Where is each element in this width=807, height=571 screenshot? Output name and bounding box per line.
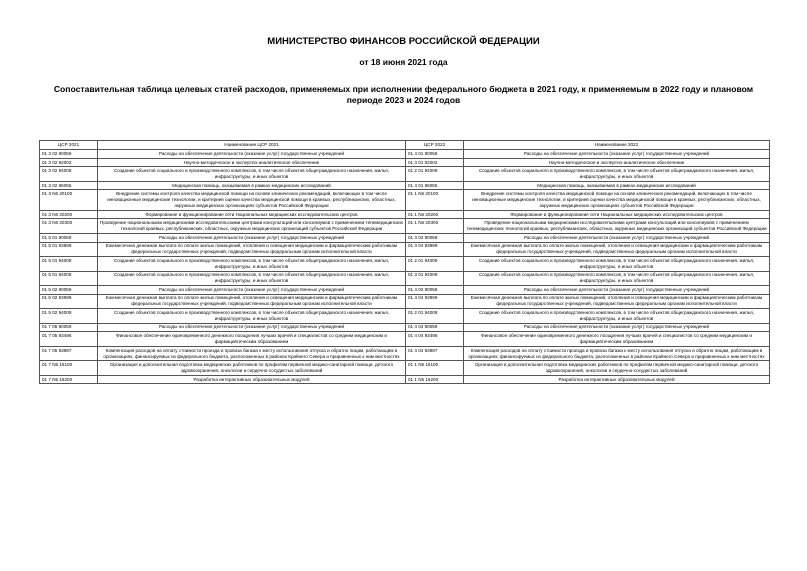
cell-code-2022: 01 2 01 94009 [406, 309, 464, 324]
cell-code-2022: 01 1 N6 20200 [406, 211, 464, 219]
cell-name-2022: Расходы на обеспечение деятельности (оказание услуг) государственных учреждений [464, 234, 770, 242]
cell-code-2021: 01 5 02 94009 [40, 309, 98, 324]
cell-name-2022: Создание объектов социального и производственного комплексов, в том числе объектов общегражданского назначения, жилья, инфраструктуры, и иных объектов [464, 257, 770, 272]
cell-name-2021: Финансовое обеспечение единовременного денежного поощрения лучших врачей и специалистов со средним медицинским и фармацевтическим образованием [98, 332, 406, 347]
cell-name-2021: Медицинская помощь, оказываемая в рамках медицинских исследований [98, 181, 406, 189]
table-body [40, 150, 770, 384]
header-name-2021: Наименование ЦСР 2021 [98, 141, 406, 150]
cell-code-2022: 01 4 01 92002 [406, 158, 464, 166]
cell-name-2022: Создание объектов социального и производственного комплексов, в том числе объектов общегражданского назначения, жилья, инфраструктуры, и иных объектов [464, 271, 770, 286]
cell-code-2021: 01 5 02 93999 [40, 294, 98, 309]
table-row [40, 150, 770, 158]
cell-code-2022: 01 1 N6 20300 [406, 219, 464, 234]
cell-code-2021: 01 7 N5 16100 [40, 361, 98, 376]
cell-code-2021: 01 7 05 93496 [40, 332, 98, 347]
cell-code-2021: 01 5 01 93999 [40, 242, 98, 257]
table-row [40, 294, 770, 309]
cell-name-2022: Научно-методическое и экспертно-аналитическое обеспечение [464, 158, 770, 166]
cell-code-2021: 01 3 N6 20100 [40, 190, 98, 211]
cell-code-2022: 01 4 04 93496 [406, 332, 464, 347]
table-row [40, 286, 770, 294]
cell-name-2021: Ежемесячная денежная выплата по оплате жилых помещений, отопления и освещения медицинским и фармацевтическим работникам федеральных государственных учреждений, подведомственных федеральным органам исполнительной власти [98, 242, 406, 257]
cell-name-2021: Научно-методическое и экспертно-аналитическое обеспечение [98, 158, 406, 166]
cell-code-2021: 01 5 01 94009 [40, 257, 98, 272]
table-row [40, 346, 770, 361]
cell-code-2021: 01 5 02 90059 [40, 286, 98, 294]
cell-name-2022: Расходы на обеспечение деятельности (оказание услуг) государственных учреждений [464, 286, 770, 294]
cell-name-2022: Расходы на обеспечение деятельности (оказание услуг) государственных учреждений [464, 150, 770, 158]
cell-code-2022: 01 4 02 90059 [406, 234, 464, 242]
cell-name-2021: Организация и дополнительная подготовка медицинских работников по профилям первичной медико-санитарной помощи, детского здравоохранения, онкологии и сердечно-сосудистых заболеваний [98, 361, 406, 376]
cell-code-2022: 01 4 04 90059 [406, 323, 464, 331]
table-row [40, 361, 770, 376]
cell-code-2022: 01 1 N5 16200 [406, 375, 464, 383]
cell-name-2022: Формирование и функционирование сети Национальных медицинских исследовательских центров [464, 211, 770, 219]
table-row [40, 332, 770, 347]
cell-code-2022: 01 2 01 94009 [406, 167, 464, 182]
cell-code-2022: 01 1 N5 16100 [406, 361, 464, 376]
cell-code-2022: 01 4 04 93987 [406, 346, 464, 361]
document-date: от 18 июня 2021 года [359, 57, 448, 67]
cell-code-2021: 01 7 05 90059 [40, 323, 98, 331]
cell-name-2022: Разработка интерактивных образовательных модулей [464, 375, 770, 383]
table-row [40, 234, 770, 242]
cell-name-2021: Расходы на обеспечение деятельности (оказание услуг) государственных учреждений [98, 234, 406, 242]
table-row [40, 257, 770, 272]
table-row [40, 242, 770, 257]
cell-name-2021: Внедрение системы контроля качества медицинской помощи на основе клинических рекомендаций, включающих в том числе инновационные медицинские технологии, и критериев оценки качества медицинской помощи в краевых, республиканских, областных, окружных медицинских организациях субъектов Российской Федерации [98, 190, 406, 211]
cell-name-2021: Создание объектов социального и производственного комплексов, в том числе объектов общегражданского назначения, жилья, инфраструктуры, и иных объектов [98, 271, 406, 286]
cell-name-2021: Ежемесячная денежная выплата по оплате жилых помещений, отопления и освещения медицинским и фармацевтическим работникам федеральных государственных учреждений, подведомственных федеральным органам исполнительной власти [98, 294, 406, 309]
header-code-2021: ЦСР 2021 [40, 141, 98, 150]
cell-name-2021: Формирование и функционирование сети Национальных медицинских исследовательских центров [98, 211, 406, 219]
cell-name-2021: Проведение национальными медицинскими исследовательскими центрами консультаций или консилиумов с применением телемедицинских технологий краевых, республиканских, областных, окружных медицинских организаций субъектов Российской Федерации [98, 219, 406, 234]
table-row [40, 181, 770, 189]
cell-name-2021: Компенсация расходов на оплату стоимости проезда и провоза багажа к месту использования отпуска и обратно лицам, работающим в организациях, финансируемых из федерального бюджета, расположенных в районах Крайнего Севера и приравненных к ним местностях [98, 346, 406, 361]
cell-code-2022: 01 4 01 96055 [406, 181, 464, 189]
cell-name-2022: Создание объектов социального и производственного комплексов, в том числе объектов общегражданского назначения, жилья, инфраструктуры, и иных объектов [464, 167, 770, 182]
table-row [40, 271, 770, 286]
cell-code-2022: 01 4 01 90059 [406, 150, 464, 158]
cell-code-2022: 01 4 02 90059 [406, 286, 464, 294]
cell-name-2021: Расходы на обеспечение деятельности (оказание услуг) государственных учреждений [98, 286, 406, 294]
cell-code-2022: 01 3 01 94009 [406, 271, 464, 286]
cell-code-2022: 01 2 01 94009 [406, 257, 464, 272]
table-header-row [40, 141, 770, 150]
table-row [40, 219, 770, 234]
cell-name-2021: Создание объектов социального и производственного комплексов, в том числе объектов общегражданского назначения, жилья, инфраструктуры, и иных объектов [98, 257, 406, 272]
cell-code-2022: 01 1 N6 20100 [406, 190, 464, 211]
ministry-heading: МИНИСТЕРСТВО ФИНАНСОВ РОССИЙСКОЙ ФЕДЕРАЦИИ [267, 36, 540, 47]
cell-name-2021: Расходы на обеспечение деятельности (оказание услуг) государственных учреждений [98, 323, 406, 331]
cell-name-2022: Внедрение системы контроля качества медицинской помощи на основе клинических рекомендаций, включающих в том числе инновационные медицинские технологии, и критериев оценки качества медицинской помощи в краевых, республиканских, областных, окружных медицинских организациях субъектов Российской Федерации [464, 190, 770, 211]
cell-name-2022: Компенсация расходов на оплату стоимости проезда и провоза багажа к месту использования отпуска и обратно лицам, работающим в организациях, финансируемых из федерального бюджета, расположенных в районах Крайнего Севера и приравненных к ним местностях [464, 346, 770, 361]
document-title: Сопоставительная таблица целевых статей расходов, применяемых при исполнении федерального бюджета в 2021 году, к применяемым в 2022 году и плановом периоде 2023 и 2024 годов [53, 84, 754, 105]
cell-code-2021: 01 7 05 93987 [40, 346, 98, 361]
cell-code-2021: 01 5 01 90059 [40, 234, 98, 242]
cell-name-2021: Создание объектов социального и производственного комплексов, в том числе объектов общегражданского назначения, жилья, инфраструктуры, и иных объектов [98, 309, 406, 324]
cell-code-2021: 01 3 02 92002 [40, 158, 98, 166]
cell-name-2022: Организация и дополнительная подготовка медицинских работников по профилям первичной медико-санитарной помощи, детского здравоохранения, онкологии и сердечно-сосудистых заболеваний [464, 361, 770, 376]
cell-name-2022: Проведение национальными медицинскими исследовательскими центрами консультаций или консилиумов с применением телемедицинских технологий краевых, республиканских, областных, окружных медицинских организаций субъектов Российской Федерации [464, 219, 770, 234]
cell-name-2022: Расходы на обеспечение деятельности (оказание услуг) государственных учреждений [464, 323, 770, 331]
cell-code-2021: 01 7 N5 16200 [40, 375, 98, 383]
cell-name-2022: Финансовое обеспечение единовременного денежного поощрения лучших врачей и специалистов со средним медицинским и фармацевтическим образованием [464, 332, 770, 347]
cell-name-2022: Ежемесячная денежная выплата по оплате жилых помещений, отопления и освещения медицинским и фармацевтическим работникам федеральных государственных учреждений, подведомственных федеральным органам исполнительной власти [464, 294, 770, 309]
table-row [40, 323, 770, 331]
comparison-table [39, 140, 770, 384]
cell-code-2022: 01 4 04 93999 [406, 294, 464, 309]
table-row [40, 211, 770, 219]
header-code-2022: ЦСР 2022 [406, 141, 464, 150]
cell-name-2021: Разработка интерактивных образовательных модулей [98, 375, 406, 383]
cell-code-2021: 01 5 01 94009 [40, 271, 98, 286]
cell-code-2021: 01 3 02 90059 [40, 150, 98, 158]
cell-code-2021: 01 3 02 94009 [40, 167, 98, 182]
cell-code-2021: 01 3 02 96055 [40, 181, 98, 189]
cell-name-2021: Создание объектов социального и производственного комплексов, в том числе объектов общегражданского назначения, жилья, инфраструктуры, и иных объектов [98, 167, 406, 182]
cell-name-2021: Расходы на обеспечение деятельности (оказание услуг) государственных учреждений [98, 150, 406, 158]
table-row [40, 158, 770, 166]
cell-code-2021: 01 3 N6 20300 [40, 219, 98, 234]
cell-code-2021: 01 3 N6 20200 [40, 211, 98, 219]
cell-name-2022: Создание объектов социального и производственного комплексов, в том числе объектов общегражданского назначения, жилья, инфраструктуры, и иных объектов [464, 309, 770, 324]
table-row [40, 190, 770, 211]
cell-code-2022: 01 4 04 93999 [406, 242, 464, 257]
table-row [40, 309, 770, 324]
table-row [40, 167, 770, 182]
cell-name-2022: Медицинская помощь, оказываемая в рамках медицинских исследований [464, 181, 770, 189]
cell-name-2022: Ежемесячная денежная выплата по оплате жилых помещений, отопления и освещения медицинским и фармацевтическим работникам федеральных государственных учреждений, подведомственных федеральным органам исполнительной власти [464, 242, 770, 257]
table-row [40, 375, 770, 383]
header-name-2022: Наименование 2022 [464, 141, 770, 150]
